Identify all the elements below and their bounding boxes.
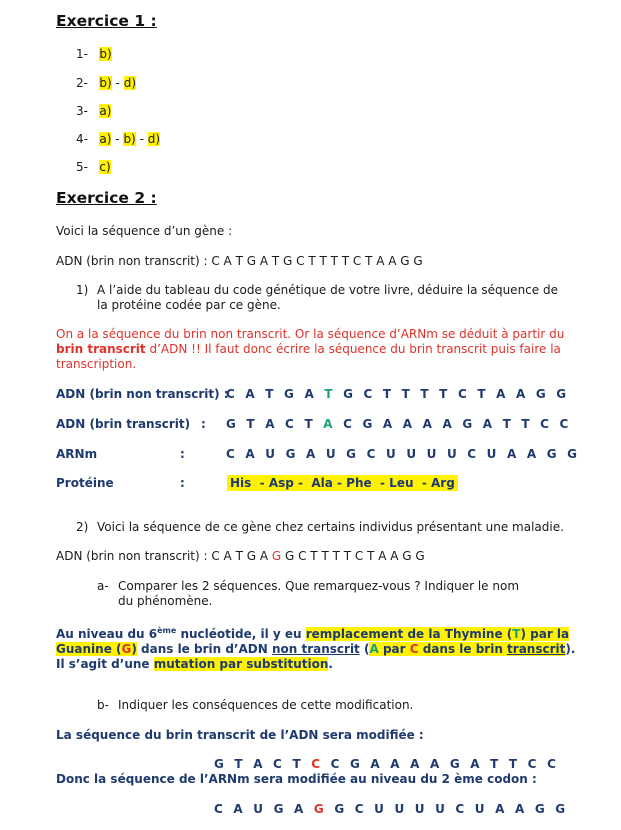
base-c: C [409, 642, 419, 656]
seq-part: G C T T T T C T A A G G [335, 387, 570, 401]
adn-sequence-line: ADN (brin non transcrit) : C A T G A T G C T T T T C T A A G G [56, 254, 423, 268]
answer-2-underlined: transcrit [507, 642, 566, 656]
row-arnm-label: ARNm [56, 447, 98, 461]
question-1-number: 1) [76, 283, 89, 297]
answer-row-5 [76, 160, 111, 174]
answer-row-4 [76, 132, 160, 146]
answer-2-highlight: mutation par substitution [153, 657, 329, 671]
seq-part: ADN (brin non transcrit) : C A T G A [56, 549, 272, 563]
question-a-text: Comparer les 2 séquences. Que remarquez-vous ? Indiquer le nom du phénomène. [118, 579, 520, 608]
seq-highlight-base: A [323, 417, 336, 431]
row-arnm-seq: C A U G A U G C U U U U C U A A G G [226, 447, 581, 461]
answer-choice: a) [99, 132, 112, 146]
answer-2-part: ). Il s’agit d’une [56, 642, 576, 671]
answer-2-part: . [328, 657, 333, 671]
answer-number: 1- [76, 47, 88, 61]
answer-2-part: dans le brin d’ADN [136, 642, 272, 656]
answer-2-highlight: remplacement de la Thymine ( [305, 627, 513, 641]
answer-separator: - [135, 132, 148, 146]
answer-choice: d) [123, 76, 137, 90]
answer-2-underlined: non transcrit [271, 642, 360, 656]
seq-part: G C U U U U C U A A G G [326, 802, 569, 816]
seq-part: C A T G A [226, 387, 325, 401]
answer-number: 2- [76, 76, 88, 90]
row-colon: : [180, 476, 185, 490]
seq-arnm-modified [214, 802, 568, 816]
answer-choice: c) [99, 160, 111, 174]
answer-number: 3- [76, 104, 88, 118]
seq-part: C A U G A [214, 802, 314, 816]
row-proteine-seq: His - Asp - Ala - Phe - Leu - Arg [227, 475, 458, 491]
seq-transcrit-modified [214, 757, 559, 771]
answer-2-superscript: ème [157, 626, 177, 635]
adn-mutated-line [56, 549, 425, 563]
base-t: T [512, 627, 521, 641]
base-g: G [121, 642, 132, 656]
row-adn-non-transcrit-seq [226, 387, 569, 401]
answer-2-part: nucléotide, il y eu [176, 627, 306, 641]
seq-part: C G A A A A G A T T C C [335, 417, 572, 431]
answer-2-highlight: ) [131, 642, 137, 656]
answer-row-2 [76, 76, 136, 90]
consequence-1: La séquence du brin transcrit de l’ADN sera modifiée : [56, 728, 424, 742]
answer-2-part: par [378, 642, 410, 656]
answer-1-part: On a la séquence du brin non transcrit. Or la séquence d’ARNm se déduit à partir du [56, 327, 565, 341]
answer-choice: b) [99, 47, 112, 61]
answer-2-highlight: ) par la Guanine ( [56, 627, 570, 656]
answer-choice: b) [99, 76, 112, 90]
question-2-number: 2) [76, 520, 89, 534]
answer-1-part: d’ADN !! Il faut donc écrire la séquence du brin transcrit puis faire la transcription. [56, 342, 561, 371]
row-colon: : [180, 447, 185, 461]
seq-part: G T A C T [214, 757, 312, 771]
question-1-text: A l’aide du tableau du code génétique de votre livre, déduire la séquence de la protéine codée par ce gène. [97, 283, 558, 312]
row-adn-transcrit-label: ADN (brin transcrit) [56, 417, 191, 431]
question-a-number: a- [97, 579, 109, 593]
question-2-text: Voici la séquence de ce gène chez certains individus présentant une maladie. [97, 520, 564, 534]
answer-2-part: dans le brin [418, 642, 508, 656]
answer-row-1 [76, 47, 112, 61]
seq-part: G C T T T T C T A A G G [281, 549, 425, 563]
answer-number: 5- [76, 160, 88, 174]
answer-2-part: Au niveau du 6 [56, 627, 158, 641]
seq-mutated-base: G [271, 549, 282, 563]
answer-separator: - [111, 76, 124, 90]
seq-part: G T A C T [226, 417, 324, 431]
answer-1-paragraph [56, 327, 576, 372]
row-colon: : [201, 417, 206, 431]
row-proteine-label: Protéine [56, 476, 114, 490]
exercice-2-title: Exercice 2 : [56, 189, 157, 207]
seq-part: C G A A A A G A T T C C [323, 757, 560, 771]
base-a: A [369, 642, 379, 656]
row-adn-non-transcrit-label: ADN (brin non transcrit) : [56, 387, 229, 401]
answer-2-part: ( [359, 642, 370, 656]
intro-text: Voici la séquence d’un gène : [56, 224, 233, 238]
answer-choice: b) [123, 132, 136, 146]
answer-1-bold: brin transcrit [56, 342, 146, 356]
answer-2-paragraph [56, 623, 576, 672]
answer-separator: - [111, 132, 124, 146]
answer-number: 4- [76, 132, 88, 146]
consequence-2: Donc la séquence de l’ARNm sera modifiée au niveau du 2 ème codon : [56, 772, 537, 786]
question-b-number: b- [97, 698, 109, 712]
seq-highlight-base: T [324, 387, 336, 401]
answer-choice: a) [99, 104, 112, 118]
answer-choice: d) [147, 132, 161, 146]
seq-mutated-base: C [311, 757, 324, 771]
question-b-text: Indiquer les conséquences de cette modification. [118, 698, 414, 712]
row-adn-transcrit-seq [226, 417, 572, 431]
answer-row-3 [76, 104, 111, 118]
exercice-1-title: Exercice 1 : [56, 12, 157, 30]
seq-mutated-base: G [313, 802, 327, 816]
